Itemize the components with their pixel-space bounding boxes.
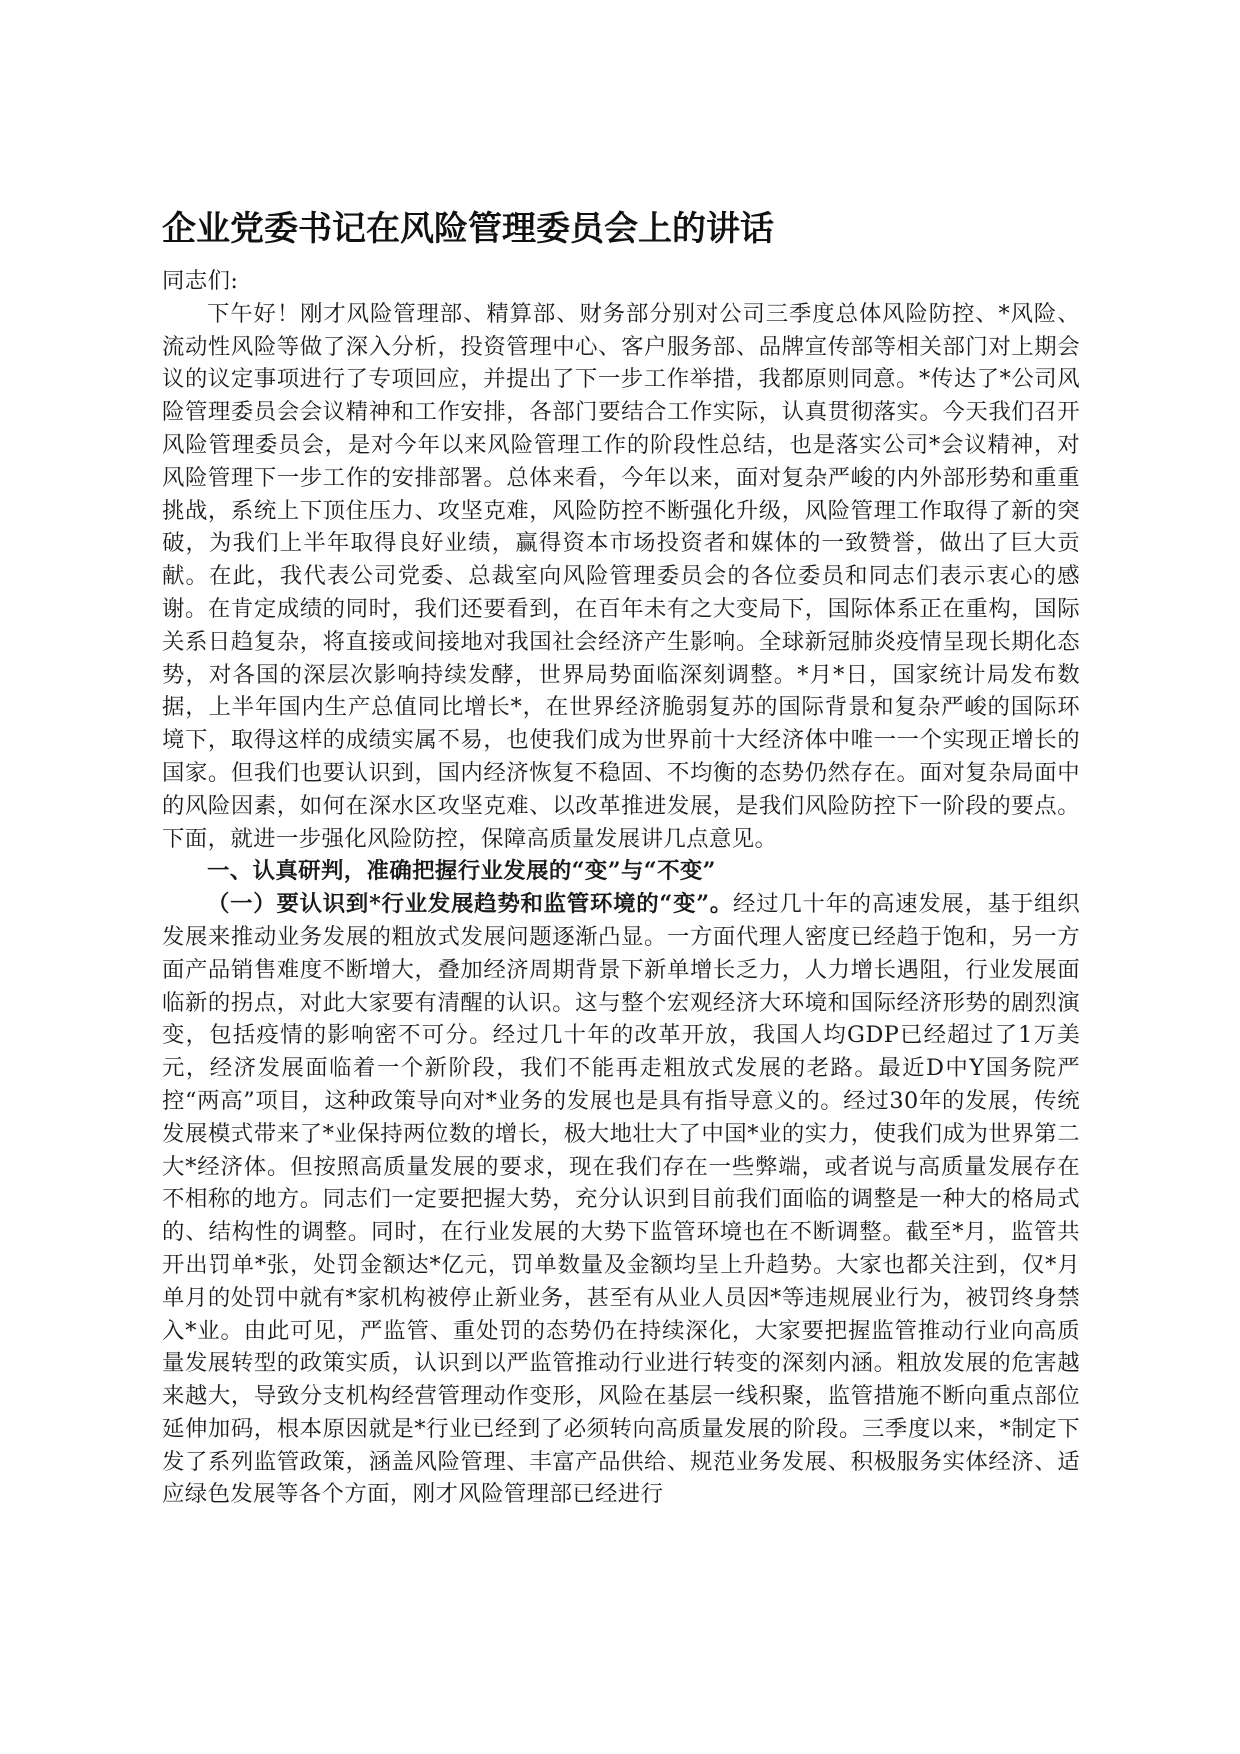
salutation: 同志们: [162,268,239,294]
document-body [162,205,1080,1511]
section-heading: 一、认真研判，准确把握行业发展的“变”与“不变” [207,858,716,885]
opening-paragraph: 下午好！刚才风险管理部、精算部、财务部分别对公司三季度总体风险防控、*风险、流动性风险等做了深入分析，投资管理中心、客户服务部、品牌宣传部等相关部门对上期会议的议定事项进行了专项回应，并提出了下一步工作举措，我都原则同意。*传达了*公司风险管理委员会会议精神和工作安排，各部门要结合工作实际，认真贯彻落实。今天我们召开风险管理委员会，是对今年以来风险管理工作的阶段性总结，也是落实公司*会议精神，对风险管理下一步工作的安排部署。总体来看，今年以来，面对复杂严峻的内外部形势和重重挑战，系统上下顶住压力、攻坚克难，风险防控不断强化升级，风险管理工作取得了新的突破，为我们上半年取得良好业绩，赢得资本市场投资者和媒体的一致赞誉，做出了巨大贡献。在此，我代表公司党委、总裁室向风险管理委员会的各位委员和同志们表示衷心的感谢。在肯定成绩的同时，我们还要看到，在百年未有之大变局下，国际体系正在重构，国际关系日趋复杂，将直接或间接地对我国社会经济产生影响。全球新冠肺炎疫情呈现长期化态势，对各国的深层次影响持续发酵，世界局势面临深刻调整。*月*日，国家统计局发布数据，上半年国内生产总值同比增长*，在世界经济脆弱复苏的国际背景和复杂严峻的国际环境下，取得这样的成绩实属不易，也使我们成为世界前十大经济体中唯一一个实现正增长的国家。但我们也要认识到，国内经济恢复不稳固、不均衡的态势仍然存在。面对复杂局面中的风险因素，如何在深水区攻坚克难、以改革推进发展，是我们风险防控下一阶段的要点。下面，就进一步强化风险防控，保障高质量发展讲几点意见。 [162,300,1080,852]
document-title: 企业党委书记在风险管理委员会上的讲话 [162,209,774,249]
subsection-text: 经过几十年的高速发展，基于组织发展来推动业务发展的粗放式发展问题逐渐凸显。一方面代理人密度已经趋于饱和，另一方面产品销售难度不断增大，叠加经济周期背景下新单增长乏力，人力增长遇阻，行业发展面临新的拐点，对此大家要有清醒的认识。这与整个宏观经济大环境和国际经济形势的剧烈演变，包括疫情的影响密不可分。经过几十年的改革开放，我国人均GDP已经超过了1万美元，经济发展面临着一个新阶段，我们不能再走粗放式发展的老路。最近D中Y国务院严控“两高”项目，这种政策导向对*业务的发展也是具有指导意义的。经过30年的发展，传统发展模式带来了*业保持两位数的增长，极大地壮大了中国*业的实力，使我们成为世界第二大*经济体。但按照高质量发展的要求，现在我们存在一些弊端，或者说与高质量发展存在不相称的地方。同志们一定要把握大势，充分认识到目前我们面临的调整是一种大的格局式的、结构性的调整。同时，在行业发展的大势下监管环境也在不断调整。截至*月，监管共开出罚单*张，处罚金额达*亿元，罚单数量及金额均呈上升趋势。大家也都关注到，仅*月单月的处罚中就有*家机构被停止新业务，甚至有从业人员因*等违规展业行为，被罚终身禁入*业。由此可见，严监管、重处罚的态势仍在持续深化，大家要把握监管推动行业向高质量发展转型的政策实质，认识到以严监管推动行业进行转变的深刻内涵。粗放发展的危害越来越大，导致分支机构经营管理动作变形，风险在基层一线积聚，监管措施不断向重点部位延伸加码，根本原因就是*行业已经到了必须转向高质量发展的阶段。三季度以来，*制定下发了系列监管政策，涵盖风险管理、丰富产品供给、规范业务发展、积极服务实体经济、适应绿色发展等各个方面，刚才风险管理部已经进行 [162,891,1080,1508]
subsection-paragraph [162,888,1080,1511]
subsection-heading: （一）要认识到*行业发展趋势和监管环境的“变”。 [207,891,734,918]
